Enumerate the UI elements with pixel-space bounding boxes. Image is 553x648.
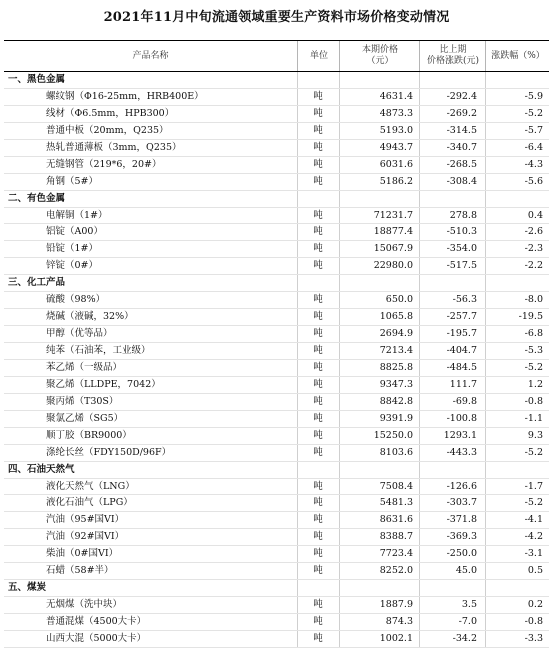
unit-cell: 吨 xyxy=(313,124,323,136)
change-cell: -257.7 xyxy=(446,311,477,323)
table-row xyxy=(4,123,549,140)
unit-cell: 吨 xyxy=(313,616,323,627)
price-cell: 9391.9 xyxy=(379,412,413,424)
category-name: 四、石油天然气 xyxy=(8,463,75,475)
column-divider xyxy=(339,72,340,88)
column-divider xyxy=(297,580,298,596)
product-name: 线材（Φ6.5mm，HPB300） xyxy=(46,107,175,119)
product-name: 聚丙烯（T30S） xyxy=(46,395,119,407)
unit-cell: 吨 xyxy=(313,243,323,255)
price-cell: 874.3 xyxy=(385,616,413,627)
product-name: 聚乙烯（LLDPE，7042） xyxy=(46,378,161,390)
unit-cell: 吨 xyxy=(313,412,323,424)
unit-cell: 吨 xyxy=(313,429,323,441)
price-cell: 8388.7 xyxy=(379,531,413,543)
table-row xyxy=(4,208,549,225)
unit-cell: 吨 xyxy=(313,361,323,373)
pct-cell: -3.1 xyxy=(524,548,543,560)
pct-cell: -6.4 xyxy=(524,141,543,153)
table-body xyxy=(4,72,549,648)
header-change xyxy=(419,41,486,71)
change-cell: -369.3 xyxy=(446,531,477,543)
table-row xyxy=(4,529,549,546)
column-divider xyxy=(297,275,298,291)
column-divider xyxy=(419,191,420,207)
table-row xyxy=(4,360,549,377)
pct-cell: -4.3 xyxy=(524,158,543,170)
pct-cell: -2.3 xyxy=(524,243,543,255)
table-row xyxy=(4,631,549,648)
product-name: 甲醇（优等品） xyxy=(46,328,113,340)
header-pct-label: 涨跌幅（%） xyxy=(491,50,545,61)
unit-cell: 吨 xyxy=(313,175,323,187)
column-divider xyxy=(419,580,420,596)
price-cell: 650.0 xyxy=(385,294,413,306)
table-row xyxy=(4,614,549,631)
table-row xyxy=(4,224,549,241)
product-name: 热轧普通薄板（3mm，Q235） xyxy=(46,141,182,153)
product-name: 普通混煤（4500大卡） xyxy=(46,616,147,627)
price-cell: 15067.9 xyxy=(373,243,413,255)
price-cell: 8103.6 xyxy=(379,446,413,458)
header-product-name xyxy=(4,41,297,71)
product-name: 螺纹钢（Φ16-25mm，HRB400E） xyxy=(46,90,204,102)
change-cell: -292.4 xyxy=(446,90,477,102)
product-name: 铅锭（1#） xyxy=(46,243,99,255)
column-divider xyxy=(485,580,486,596)
change-cell: -268.5 xyxy=(446,158,477,170)
category-name: 一、黑色金属 xyxy=(8,74,66,85)
change-cell: 45.0 xyxy=(455,565,477,577)
change-cell: 1293.1 xyxy=(443,429,477,441)
column-divider xyxy=(339,275,340,291)
product-name: 柴油（0#国VI） xyxy=(46,548,119,560)
product-name: 烧碱（液碱，32%） xyxy=(46,311,134,323)
product-name: 液化天然气（LNG） xyxy=(46,480,135,492)
change-cell: -354.0 xyxy=(446,243,477,255)
change-cell: -56.3 xyxy=(452,294,477,306)
pct-cell: -5.6 xyxy=(524,175,543,187)
unit-cell: 吨 xyxy=(313,226,323,238)
product-name: 苯乙烯（一级品） xyxy=(46,361,123,373)
pct-cell: -5.7 xyxy=(524,124,543,136)
price-cell: 4631.4 xyxy=(379,90,413,102)
product-name: 聚氯乙烯（SG5） xyxy=(46,412,124,424)
unit-cell: 吨 xyxy=(313,531,323,543)
change-cell: -314.5 xyxy=(446,124,477,136)
pct-cell: 0.4 xyxy=(527,209,543,221)
pct-cell: -2.2 xyxy=(524,260,543,272)
pct-cell: 1.2 xyxy=(527,378,543,390)
column-divider xyxy=(339,462,340,478)
category-row xyxy=(4,72,549,89)
price-cell: 22980.0 xyxy=(373,260,413,272)
unit-cell: 吨 xyxy=(313,345,323,356)
table-row xyxy=(4,546,549,563)
product-name: 角钢（5#） xyxy=(46,175,99,187)
product-name: 电解铜（1#） xyxy=(46,209,108,221)
pct-cell: -5.2 xyxy=(524,361,543,373)
change-cell: -443.3 xyxy=(446,446,477,458)
price-cell: 5481.3 xyxy=(379,497,413,509)
table-row xyxy=(4,479,549,496)
table-row xyxy=(4,495,549,512)
pct-cell: 0.5 xyxy=(527,565,543,577)
category-row xyxy=(4,275,549,292)
unit-cell: 吨 xyxy=(313,260,323,272)
column-divider xyxy=(419,275,420,291)
table-row xyxy=(4,394,549,411)
unit-cell: 吨 xyxy=(313,328,323,340)
unit-cell: 吨 xyxy=(313,548,323,560)
change-cell: -7.0 xyxy=(458,616,477,627)
table-row xyxy=(4,326,549,343)
header-unit xyxy=(297,41,340,71)
price-cell: 4873.3 xyxy=(379,107,413,119)
column-divider xyxy=(297,191,298,207)
table-row xyxy=(4,140,549,157)
pct-cell: -5.9 xyxy=(524,90,543,102)
column-divider xyxy=(419,72,420,88)
product-name: 普通中板（20mm，Q235） xyxy=(46,124,169,136)
pct-cell: -0.8 xyxy=(524,395,543,407)
table-row xyxy=(4,563,549,580)
unit-cell: 吨 xyxy=(313,599,323,611)
product-name: 无缝钢管（219*6，20#） xyxy=(46,158,162,170)
product-name: 山西大混（5000大卡） xyxy=(46,632,147,644)
change-cell: -510.3 xyxy=(446,226,477,238)
unit-cell: 吨 xyxy=(313,90,323,102)
header-price xyxy=(339,41,420,71)
price-cell: 8825.8 xyxy=(379,361,413,373)
column-divider xyxy=(339,580,340,596)
unit-cell: 吨 xyxy=(313,565,323,577)
price-cell: 1887.9 xyxy=(379,599,413,611)
price-cell: 8842.8 xyxy=(379,395,413,407)
pct-cell: -19.5 xyxy=(518,311,543,323)
header-unit-label: 单位 xyxy=(309,50,328,61)
table-row xyxy=(4,292,549,309)
table-row xyxy=(4,241,549,258)
change-cell: -404.7 xyxy=(446,345,477,356)
table-row xyxy=(4,428,549,445)
column-divider xyxy=(297,462,298,478)
product-name: 铝锭（A00） xyxy=(46,226,103,238)
product-name: 液化石油气（LPG） xyxy=(46,497,133,509)
column-divider xyxy=(485,72,486,88)
page-title: 2021年11月中旬流通领域重要生产资料市场价格变动情况 xyxy=(103,10,450,25)
price-cell: 4943.7 xyxy=(379,141,413,153)
price-cell: 1002.1 xyxy=(379,632,413,644)
table-row xyxy=(4,343,549,360)
change-cell: -126.6 xyxy=(446,480,477,492)
pct-cell: -5.2 xyxy=(524,446,543,458)
category-name: 五、煤炭 xyxy=(8,582,47,594)
price-cell: 71231.7 xyxy=(373,209,413,221)
pct-cell: -1.1 xyxy=(524,412,543,424)
unit-cell: 吨 xyxy=(313,446,323,458)
pct-cell: -5.2 xyxy=(524,107,543,119)
price-cell: 8631.6 xyxy=(379,514,413,526)
table-row xyxy=(4,512,549,529)
pct-cell: -5.2 xyxy=(524,497,543,509)
table-row xyxy=(4,445,549,462)
category-row xyxy=(4,191,549,208)
change-cell: -308.4 xyxy=(446,175,477,187)
column-divider xyxy=(297,72,298,88)
unit-cell: 吨 xyxy=(313,158,323,170)
product-name: 汽油（95#国VI） xyxy=(46,514,125,526)
category-row xyxy=(4,580,549,597)
product-name: 纯苯（石油苯，工业级） xyxy=(46,345,151,356)
unit-cell: 吨 xyxy=(313,514,323,526)
table-row xyxy=(4,106,549,123)
price-cell: 18877.4 xyxy=(373,226,413,238)
unit-cell: 吨 xyxy=(313,632,323,644)
pct-cell: -5.3 xyxy=(524,345,543,356)
price-cell: 5193.0 xyxy=(379,124,413,136)
price-cell: 9347.3 xyxy=(379,378,413,390)
price-cell: 7723.4 xyxy=(379,548,413,560)
change-cell: -69.8 xyxy=(452,395,477,407)
product-name: 汽油（92#国VI） xyxy=(46,531,125,543)
unit-cell: 吨 xyxy=(313,480,323,492)
table-row xyxy=(4,89,549,106)
change-cell: -269.2 xyxy=(446,107,477,119)
pct-cell: -8.0 xyxy=(524,294,543,306)
pct-cell: -4.1 xyxy=(524,514,543,526)
change-cell: -517.5 xyxy=(446,260,477,272)
product-name: 锌锭（0#） xyxy=(46,260,99,272)
change-cell: 3.5 xyxy=(461,599,477,611)
change-cell: -250.0 xyxy=(446,548,477,560)
change-cell: -371.8 xyxy=(446,514,477,526)
price-cell: 2694.9 xyxy=(379,328,413,340)
unit-cell: 吨 xyxy=(313,311,323,323)
price-cell: 8252.0 xyxy=(379,565,413,577)
column-divider xyxy=(419,462,420,478)
price-cell: 6031.6 xyxy=(379,158,413,170)
change-cell: -195.7 xyxy=(446,328,477,340)
table-row xyxy=(4,157,549,174)
table-row xyxy=(4,309,549,326)
change-cell: -340.7 xyxy=(446,141,477,153)
change-cell: -484.5 xyxy=(446,361,477,373)
column-divider xyxy=(339,191,340,207)
unit-cell: 吨 xyxy=(313,395,323,407)
change-cell: 111.7 xyxy=(449,378,477,390)
unit-cell: 吨 xyxy=(313,209,323,221)
pct-cell: -0.8 xyxy=(524,616,543,627)
unit-cell: 吨 xyxy=(313,497,323,509)
unit-cell: 吨 xyxy=(313,141,323,153)
table-row xyxy=(4,411,549,428)
column-divider xyxy=(485,275,486,291)
pct-cell: -4.2 xyxy=(524,531,543,543)
pct-cell: 0.2 xyxy=(527,599,543,611)
category-name: 二、有色金属 xyxy=(8,192,66,204)
pct-cell: -3.3 xyxy=(524,632,543,644)
unit-cell: 吨 xyxy=(313,107,323,119)
unit-cell: 吨 xyxy=(313,294,323,306)
price-cell: 7508.4 xyxy=(379,480,413,492)
unit-cell: 吨 xyxy=(313,378,323,390)
price-table xyxy=(4,40,549,648)
product-name: 无烟煤（洗中块） xyxy=(46,599,123,611)
table-row xyxy=(4,174,549,191)
price-cell: 15250.0 xyxy=(373,429,413,441)
category-name: 三、化工产品 xyxy=(8,277,66,289)
header-product-name-label: 产品名称 xyxy=(132,50,169,61)
table-row xyxy=(4,258,549,275)
product-name: 硫酸（98%） xyxy=(46,294,106,306)
table-row xyxy=(4,597,549,614)
price-cell: 7213.4 xyxy=(379,345,413,356)
change-cell: 278.8 xyxy=(449,209,477,221)
table-header xyxy=(4,41,549,72)
price-cell: 1065.8 xyxy=(379,311,413,323)
category-row xyxy=(4,462,549,479)
change-cell: -100.8 xyxy=(446,412,477,424)
header-pct xyxy=(485,41,550,71)
pct-cell: -1.7 xyxy=(524,480,543,492)
header-change-label: 比上期 价格涨跌(元) xyxy=(426,45,480,66)
change-cell: -34.2 xyxy=(452,632,477,644)
product-name: 石蜡（58#半） xyxy=(46,565,114,577)
change-cell: -303.7 xyxy=(446,497,477,509)
column-divider xyxy=(485,462,486,478)
price-cell: 5186.2 xyxy=(379,175,413,187)
header-price-label: 本期价格 （元） xyxy=(361,45,398,66)
pct-cell: -2.6 xyxy=(524,226,543,238)
pct-cell: -6.8 xyxy=(524,328,543,340)
table-row xyxy=(4,377,549,394)
product-name: 顺丁胶（BR9000） xyxy=(46,429,132,441)
product-name: 涤纶长丝（FDY150D/96F） xyxy=(46,446,172,458)
pct-cell: 9.3 xyxy=(527,429,543,441)
column-divider xyxy=(485,191,486,207)
